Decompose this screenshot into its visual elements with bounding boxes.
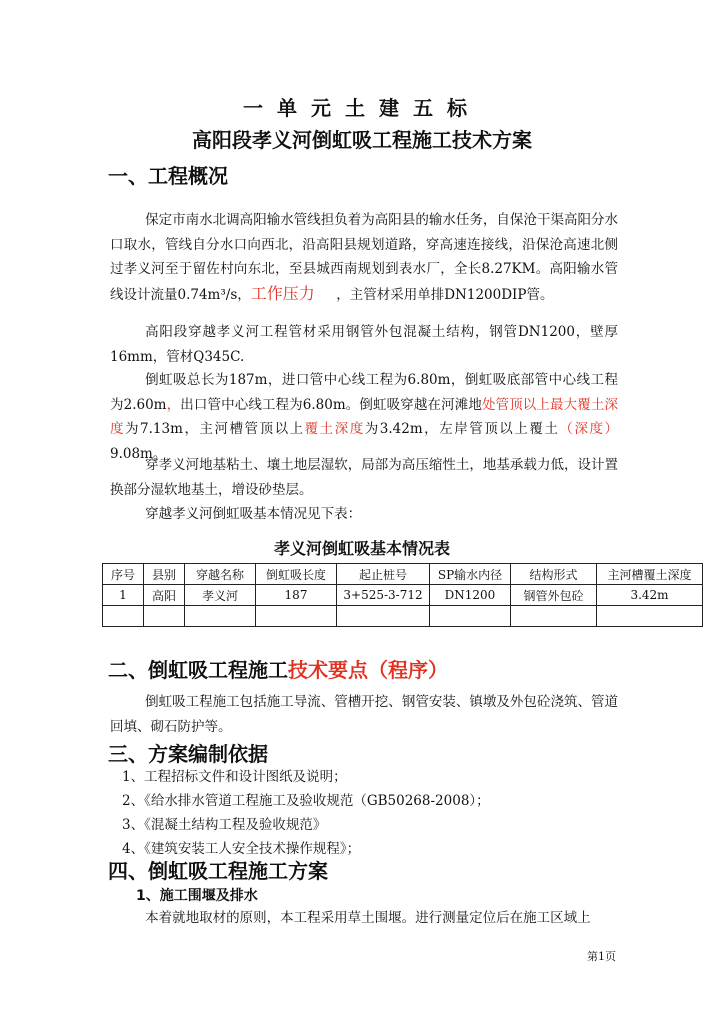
p1-seg-1-red: 工作压力 xyxy=(250,283,315,303)
p3-seg-4: 为7.13m，主河槽管顶以上 xyxy=(125,421,305,437)
section-2-heading-b: 技术要点（程序） xyxy=(288,658,448,682)
cell: 1 xyxy=(103,585,144,606)
cell: 钢管外包砼 xyxy=(511,585,597,606)
section-1-paragraph-3 xyxy=(110,368,618,466)
p3-seg-7-red: （深度） xyxy=(559,421,618,437)
basis-item-2: 2、《给水排水管道工程施工及验收规范（GB50268-2008）； xyxy=(122,793,490,809)
th-length: 倒虹吸长度 xyxy=(256,564,337,585)
p3-seg-6: 为3.42m，左岸管顶以上覆土 xyxy=(364,421,560,437)
section-2-paragraph: 倒虹吸工程施工包括施工导流、管槽开挖、钢管安装、镇墩及外包砼浇筑、管道回填、砌石防护等。 xyxy=(110,694,618,735)
th-structure: 结构形式 xyxy=(511,564,597,585)
cell: 187 xyxy=(256,585,337,606)
p3-seg-8: 9.08m。 xyxy=(110,445,167,462)
th-crossing-name: 穿越名称 xyxy=(185,564,256,585)
doc-subtitle: 高阳段孝义河倒虹吸工程施工技术方案 xyxy=(192,128,532,152)
basis-item-3: 3、《混凝土结构工程及验收规范》 xyxy=(122,817,327,833)
table-empty-row xyxy=(103,606,703,627)
section-1-paragraph-5: 穿越孝义河倒虹吸基本情况见下表： xyxy=(145,506,362,522)
p1-seg-0: 保定市南水北调高阳输水管线担负着为高阳县的输水任务，自保沧干渠高阳分水口取水，管线自分水口向西北，沿高阳县规划道路，穿高速连接线，沿保沧高速北侧过孝义河至于留佐村向东北，至县城西南规划到表水厂，全长8.27KM。高阳输水管线设计流量0.74m³/s， xyxy=(110,212,618,303)
section-4-paragraph: 本着就地取材的原则，本工程采用草土围堰。进行测量定位后在施工区域上 xyxy=(145,910,591,926)
section-2-heading xyxy=(108,654,448,683)
th-county: 县别 xyxy=(144,564,185,585)
th-index: 序号 xyxy=(103,564,144,585)
p3-seg-2: 出口管中心线工程为6.80m。倒虹吸穿越在河滩地 xyxy=(180,396,482,413)
p3-seg-1-red: ， xyxy=(166,396,181,413)
cell: 3.42m xyxy=(597,585,703,606)
section-1-heading: 一、工程概况 xyxy=(108,164,228,188)
section-1-paragraph-1 xyxy=(110,208,618,307)
basis-item-1: 1、工程招标文件和设计图纸及说明； xyxy=(122,769,347,785)
cell: 3+525-3-712 xyxy=(337,585,430,606)
p3-seg-5-red: 覆土深度 xyxy=(304,421,365,437)
section-1-paragraph-2: 高阳段穿越孝义河工程管材采用钢管外包混凝土结构，钢管DN1200，壁厚16mm，管材Q345C. xyxy=(110,324,618,365)
section-1-paragraph-4: 穿孝义河地基粘土、壤土地层湿软，局部为高压缩性土，地基承载力低，设计置换部分湿软地基土，增设砂垫层。 xyxy=(110,457,618,498)
th-inner-diameter: SP输水内径 xyxy=(430,564,511,585)
p3-seg-3-red: 处管顶以上最大覆土深度 xyxy=(110,396,619,437)
table-header-row xyxy=(103,564,703,585)
cell: 孝义河 xyxy=(185,585,256,606)
section-3-heading: 三、方案编制依据 xyxy=(108,742,268,766)
section-4-heading: 四、倒虹吸工程施工方案 xyxy=(108,859,328,883)
section-2-heading-a: 二、倒虹吸工程施工 xyxy=(108,658,288,682)
section-4-sub-heading: 1、施工围堰及排水 xyxy=(136,888,258,904)
table-row xyxy=(103,585,703,606)
basic-info-table xyxy=(102,563,703,627)
cell: 高阳 xyxy=(144,585,185,606)
th-station: 起止桩号 xyxy=(337,564,430,585)
page-number: 第1页 xyxy=(587,950,616,963)
basis-item-4: 4、《建筑安装工人安全技术操作规程》； xyxy=(122,841,361,857)
th-cover-depth: 主河槽覆土深度 xyxy=(597,564,703,585)
p3-seg-0: 倒虹吸总长为187m，进口管中心线工程为6.80m，倒虹吸底部管中心线工程为2.60m xyxy=(110,372,618,413)
p1-seg-2: ，主管材采用单排DN1200DIP管。 xyxy=(314,286,554,303)
table-caption: 孝义河倒虹吸基本情况表 xyxy=(273,539,450,558)
doc-title: 一单元土建五标 xyxy=(243,96,481,120)
cell: DN1200 xyxy=(430,585,511,606)
